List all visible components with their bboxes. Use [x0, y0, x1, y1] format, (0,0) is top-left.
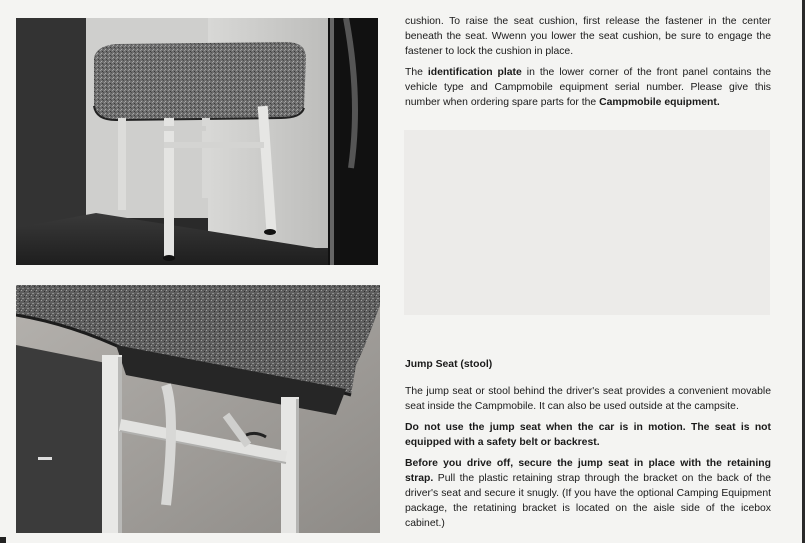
- id-plate-term: identification plate: [427, 67, 522, 78]
- blank-photo-area: [404, 130, 770, 315]
- photo-stool-closeup: [16, 285, 380, 533]
- photo-stool-corner: [16, 18, 378, 265]
- id-plate-term-campmobile: Campmobile equipment.: [599, 97, 720, 108]
- text-top-column: [405, 14, 771, 116]
- retain-strap-bold: Before you drive off, secure the jump seat in place with the retaining strap.: [405, 458, 771, 484]
- id-plate-text-c: in the lower corner of the front panel contains the vehicle type and Campmobile equipment serial number. Please give this number when ordering spare parts for the: [405, 67, 772, 108]
- retain-strap-rest: Pull the plastic retaining strap through the bracket on the back of the driver's seat and secure it snugly. (If you have the optional Camping Equipment package, the retatining bracket is located on the aisle side of the icebox cabinet.): [405, 473, 771, 529]
- paragraph-jump-seat-warning: Do not use the jump seat when the car is in motion. The seat is not equipped with a safety belt or backrest.: [405, 422, 771, 448]
- paragraph-identification-plate: [405, 65, 771, 110]
- page-corner-mark: [0, 537, 6, 543]
- jump-seat-heading: Jump Seat (stool): [405, 359, 493, 370]
- paragraph-jump-seat-intro: The jump seat or stool behind the driver's seat provides a convenient movable seat inside the Campmobile. It can also be used outside at the campsite.: [405, 386, 771, 412]
- text-jump-seat-section: [405, 357, 771, 537]
- paragraph-cushion: cushion. To raise the seat cushion, first release the fastener in the center beneath the seat. Wwenn you lower the seat cushion, be sure to engage the fastener to lock the cushion in place.: [405, 16, 771, 57]
- id-plate-text-a: The: [405, 67, 428, 78]
- paragraph-jump-seat-retain: [405, 456, 771, 531]
